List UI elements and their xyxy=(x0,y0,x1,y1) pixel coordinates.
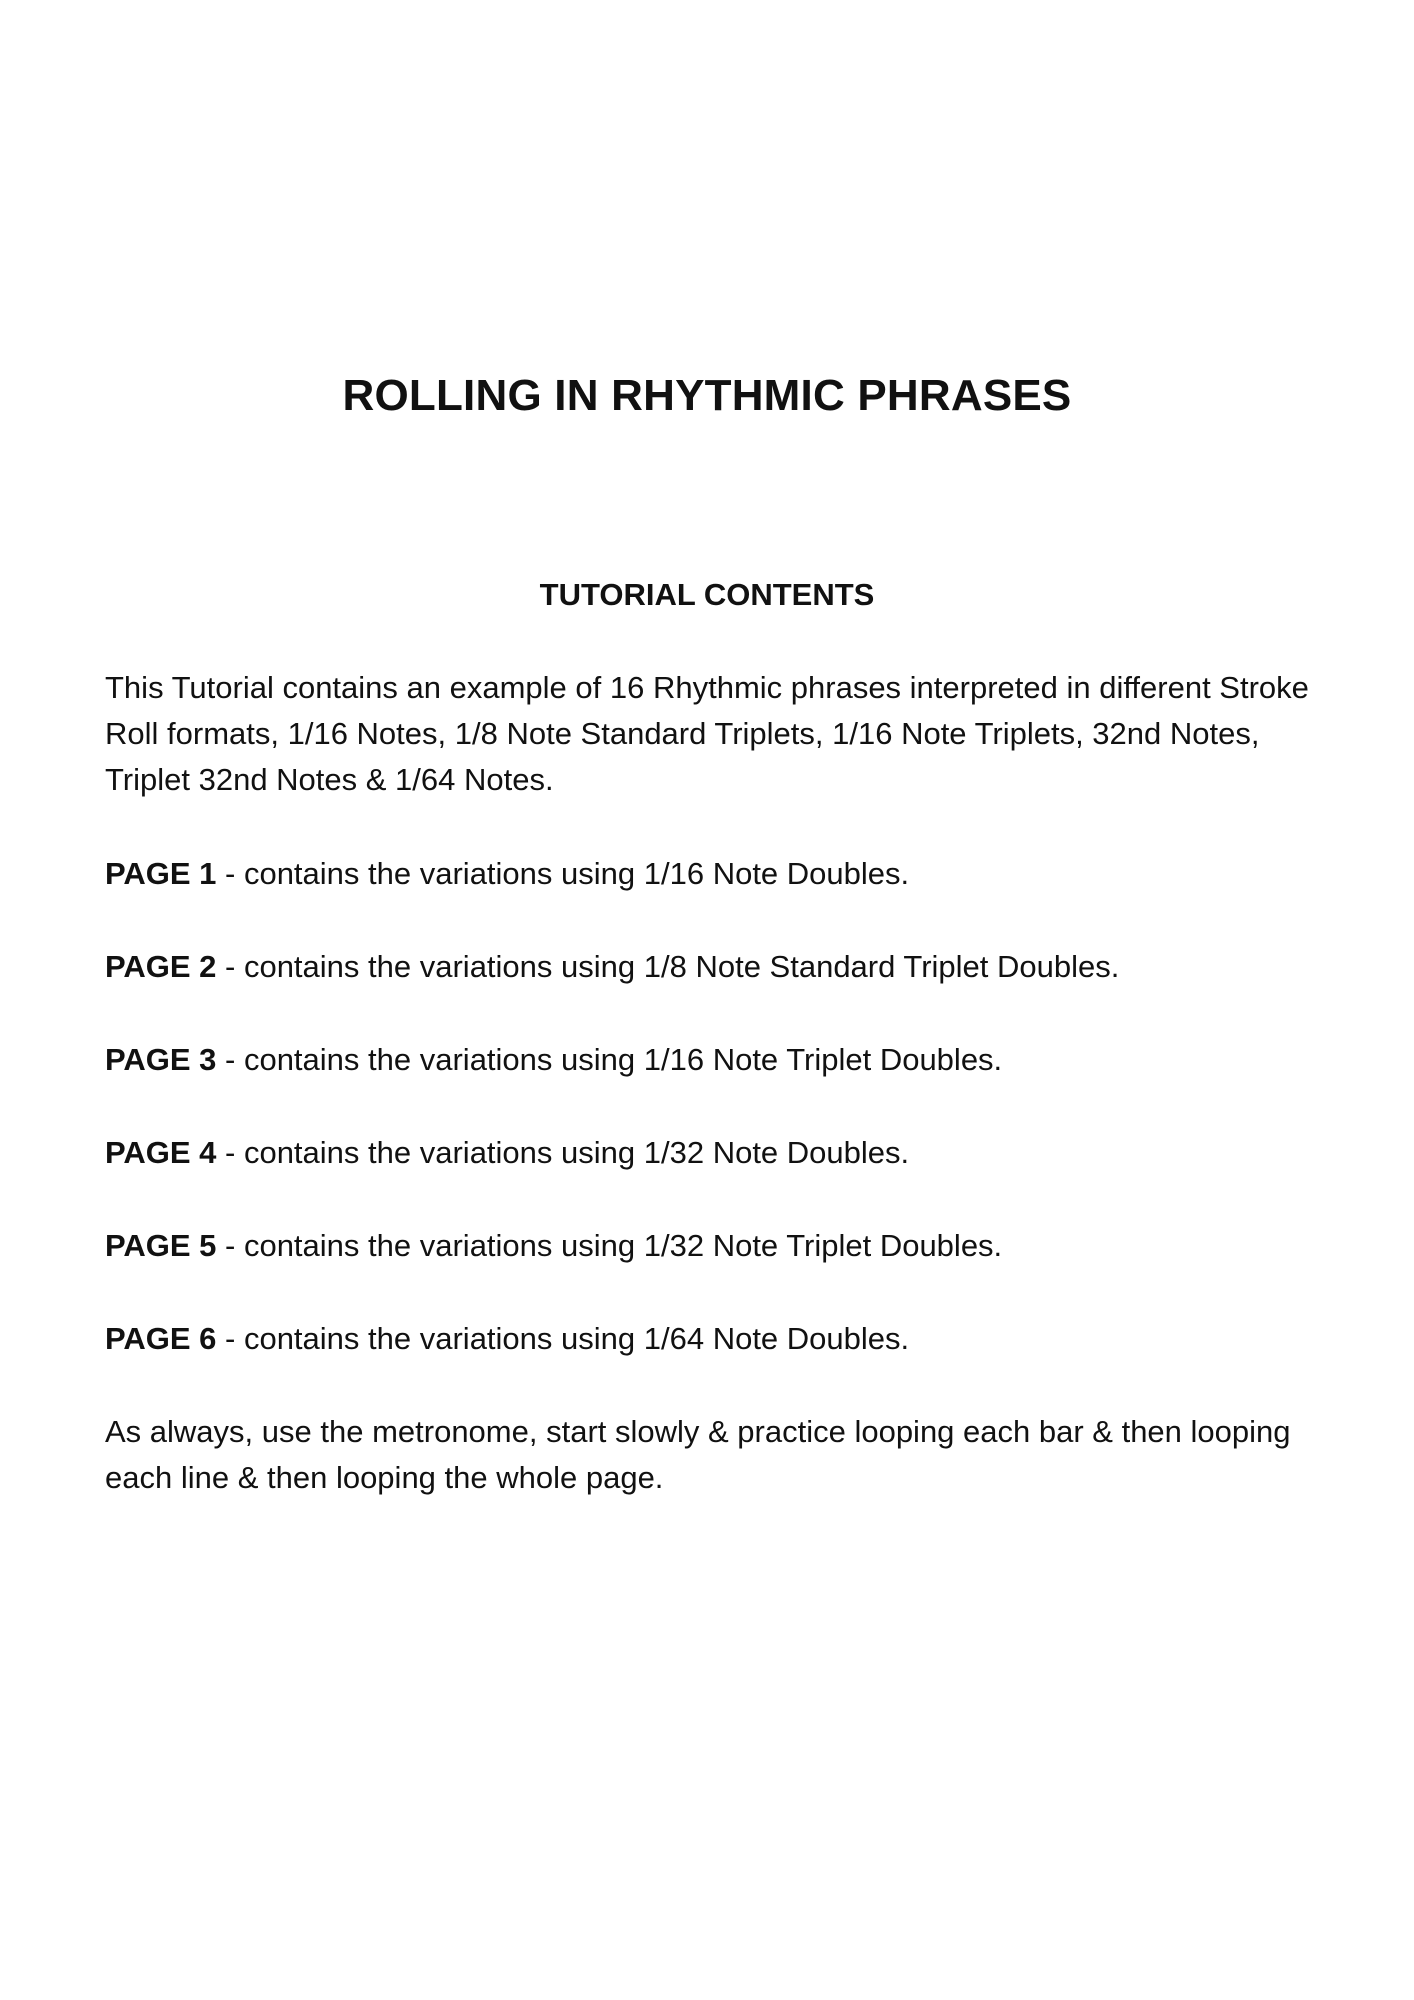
section-heading: TUTORIAL CONTENTS xyxy=(539,577,875,612)
page-3-description xyxy=(105,1037,1325,1083)
page-1-description xyxy=(105,851,1325,897)
intro-paragraph: This Tutorial contains an example of 16 Rhythmic phrases interpreted in different Stroke Roll formats, 1/16 Notes, 1/8 Note Standard Triplets, 1/16 Note Triplets, 32nd Notes, Triplet 32nd Notes & 1/64 Notes. xyxy=(105,670,1309,797)
page-5-label: PAGE 5 xyxy=(105,1228,217,1263)
page-2-text: - contains the variations using 1/8 Note Standard Triplet Doubles. xyxy=(216,949,1120,984)
page-title: ROLLING IN RHYTHMIC PHRASES xyxy=(342,371,1072,420)
page-4-label: PAGE 4 xyxy=(105,1135,217,1170)
page-3-text: - contains the variations using 1/16 Note Triplet Doubles. xyxy=(216,1042,1003,1077)
page-4-description xyxy=(105,1130,1325,1176)
page-1-label: PAGE 1 xyxy=(105,856,217,891)
page-4-text: - contains the variations using 1/32 Note Doubles. xyxy=(216,1135,910,1170)
page-6-text: - contains the variations using 1/64 Note Doubles. xyxy=(216,1321,910,1356)
page-6-description xyxy=(105,1316,1325,1362)
page-3-label: PAGE 3 xyxy=(105,1042,217,1077)
page-2-description xyxy=(105,944,1325,990)
closing-paragraph: As always, use the metronome, start slowly & practice looping each bar & then looping each line & then looping the whole page. xyxy=(105,1414,1291,1495)
page-1-text: - contains the variations using 1/16 Note Doubles. xyxy=(216,856,910,891)
page-6-label: PAGE 6 xyxy=(105,1321,217,1356)
page-5-text: - contains the variations using 1/32 Note Triplet Doubles. xyxy=(216,1228,1003,1263)
page-5-description xyxy=(105,1223,1325,1269)
page-2-label: PAGE 2 xyxy=(105,949,217,984)
